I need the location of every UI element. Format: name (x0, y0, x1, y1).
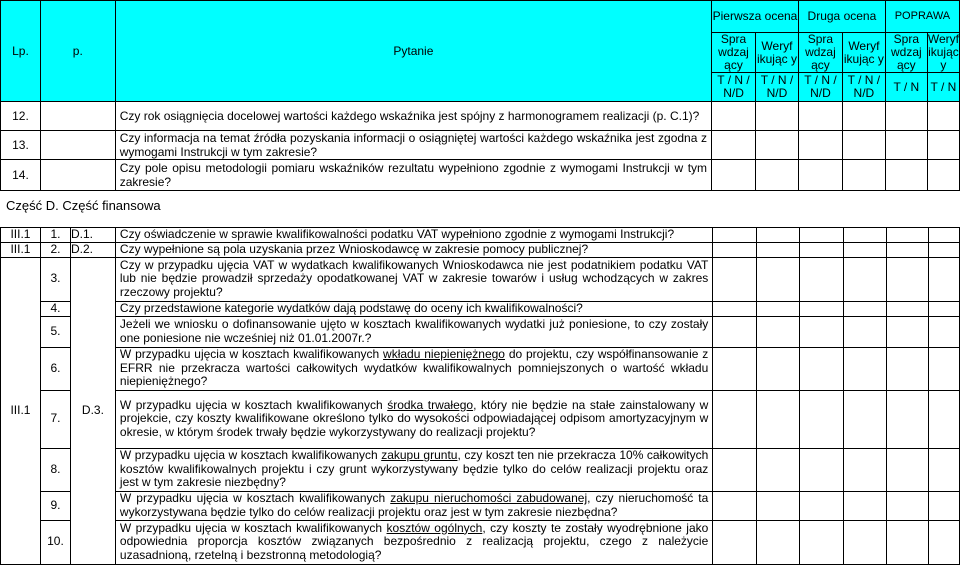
answer-cell[interactable] (928, 347, 959, 390)
header-sprawdzajacy-1: Spra wdzaj ący (712, 33, 756, 73)
row-lp: III.1 (1, 257, 41, 564)
answer-cell[interactable] (713, 316, 757, 347)
row-p: D.1. (70, 228, 115, 243)
answer-cell[interactable] (887, 491, 929, 520)
question-text-part: do projektu, czy współfinansowanie z EFRR nie przekracza wartości całkowitych wydatków kwalifikowalnych pomniejszonych o wartość wkładu niepieniężnego? (119, 347, 709, 389)
question-text: Czy w przypadku ujęcia VAT w wydatkach kwalifikowanych Wnioskodawca nie jest podatnikiem podatku VAT lub nie będzie prowadził sprzedaży opodatkowanej VAT w zakresie towarów i usług wchodzących w zakres rzeczowy projektu? (115, 257, 712, 301)
answer-cell[interactable] (928, 242, 959, 257)
question-text: Czy oświadczenie w sprawie kwalifikowalności podatku VAT wypełniono zgodnie z wymogami Instrukcji? (115, 228, 712, 243)
question-text-underlined: zakupu gruntu (381, 448, 458, 463)
header-tn-nd-3: T / N / N/D (798, 73, 842, 102)
criteria-table-finance (0, 227, 960, 565)
answer-cell[interactable] (712, 131, 756, 160)
header-weryfikujacy-3: Weryf ikując y (927, 32, 959, 72)
question-text-underlined: środka trwałego (387, 397, 474, 412)
question-text-part: W przypadku ujęcia w kosztach kwalifikowanych (119, 347, 384, 362)
row-number: 6. (40, 347, 70, 390)
answer-cell[interactable] (928, 228, 959, 243)
answer-cell[interactable] (887, 316, 929, 347)
answer-cell[interactable] (844, 301, 887, 316)
answer-cell[interactable] (844, 242, 887, 257)
answer-cell[interactable] (800, 390, 844, 448)
answer-cell[interactable] (757, 347, 800, 390)
answer-cell[interactable] (800, 242, 844, 257)
header-tn-nd-4: T / N / N/D (842, 73, 885, 102)
answer-cell[interactable] (713, 228, 757, 243)
question-text-part: W przypadku ujęcia w kosztach kwalifikowanych (119, 448, 382, 463)
row-p: D.2. (70, 242, 115, 257)
answer-cell[interactable] (757, 257, 800, 301)
header-druga-ocena: Druga ocena (798, 1, 885, 33)
answer-cell[interactable] (713, 347, 757, 390)
answer-cell[interactable] (928, 316, 959, 347)
section-title-part-d: Część D. Część finansowa (6, 198, 161, 213)
answer-cell[interactable] (928, 301, 959, 316)
answer-cell[interactable] (887, 242, 929, 257)
answer-cell[interactable] (757, 390, 800, 448)
answer-cell[interactable] (928, 520, 959, 564)
question-text-part: , czy koszt ten nie przekracza 10% całkowitych kosztów kwalifikowalnych projektu i czy grunt wykorzystywany będzie tylko do celów realizacji projektu oraz jest w tym zakresie niezbędny? (119, 448, 709, 490)
header-lp: Lp. (1, 1, 41, 102)
header-tn-1: T / N (885, 73, 927, 102)
header-p: p. (40, 1, 115, 102)
answer-cell[interactable] (887, 347, 929, 390)
answer-cell[interactable] (844, 257, 887, 301)
row-number: 3. (40, 257, 70, 301)
row-number: 8. (40, 448, 70, 491)
answer-cell[interactable] (927, 102, 959, 131)
answer-cell[interactable] (757, 242, 800, 257)
question-text-part: W przypadku ujęcia w kosztach kwalifikowanych (119, 397, 388, 412)
question-text-part: , czy nieruchomość ta wykorzystywana będzie tylko do celów realizacji projektu oraz jest w tym zakresie niezbędna? (119, 491, 709, 519)
answer-cell[interactable] (887, 390, 929, 448)
question-text-part: , który nie będzie na stałe zainstalowany w projekcie, czy koszty kwalifikowane określono tylko do wysokości odpowiadającej odpisom amortyzacyjnym w okresie, w którym środek trwały będzie wykorzystywany do realizacji projektu? (119, 397, 709, 439)
answer-cell[interactable] (842, 131, 885, 160)
question-text: Czy pole opisu metodologii pomiaru wskaźników rezultatu wypełniono zgodnie z wymogami Instrukcji w tym zakresie? (115, 160, 711, 191)
answer-cell[interactable] (800, 448, 844, 491)
question-text-underlined: zakupu nieruchomości zabudowanej (390, 491, 588, 505)
row-number: 4. (40, 301, 70, 316)
row-lp: III.1 (1, 228, 41, 243)
answer-cell[interactable] (713, 257, 757, 301)
answer-cell[interactable] (928, 448, 959, 491)
answer-cell[interactable] (756, 102, 799, 131)
answer-cell[interactable] (798, 131, 842, 160)
question-text (115, 347, 712, 390)
header-tn-2: T / N (927, 73, 959, 102)
answer-cell[interactable] (887, 257, 929, 301)
question-text: Czy informacja na temat źródła pozyskania informacji o osiągniętej wartości każdego wskaźnika jest zgodna z wymogami Instrukcji w tym zakresie? (115, 131, 711, 160)
answer-cell[interactable] (757, 491, 800, 520)
answer-cell[interactable] (713, 491, 757, 520)
header-poprawa: POPRAWA (885, 1, 959, 33)
answer-cell[interactable] (844, 228, 887, 243)
answer-cell[interactable] (713, 390, 757, 448)
question-number: 12. (1, 102, 41, 131)
answer-cell[interactable] (844, 491, 887, 520)
header-tn-nd-1: T / N / N/D (712, 73, 756, 102)
answer-cell[interactable] (844, 448, 887, 491)
answer-cell[interactable] (842, 160, 885, 191)
answer-cell[interactable] (757, 301, 800, 316)
question-text-underlined: kosztów ogólnych (386, 520, 483, 535)
question-number: 13. (1, 131, 41, 160)
answer-cell[interactable] (885, 131, 927, 160)
answer-cell[interactable] (887, 228, 929, 243)
header-weryfikujacy-1: Weryf ikując y (756, 33, 799, 73)
header-weryfikujacy-2: Weryf ikując y (842, 33, 885, 73)
question-number: 14. (1, 160, 41, 191)
answer-cell[interactable] (844, 520, 887, 564)
answer-cell[interactable] (757, 448, 800, 491)
question-text: Czy przedstawione kategorie wydatków dają podstawę do oceny ich kwalifikowalności? (115, 301, 712, 316)
row-number: 2. (40, 242, 70, 257)
row-lp: III.1 (1, 242, 41, 257)
row-number: 5. (40, 316, 70, 347)
answer-cell[interactable] (800, 316, 844, 347)
question-text (115, 520, 712, 564)
header-sprawdzajacy-2: Spra wdzaj ący (798, 33, 842, 73)
answer-cell[interactable] (798, 160, 842, 191)
answer-cell[interactable] (800, 301, 844, 316)
answer-cell[interactable] (928, 390, 959, 448)
question-text-part: , czy koszty te zostały wyodrębnione jako odpowiednia proporcja kosztów związanych bezpośrednio z realizacją projektu, czego z należycie uzasadnioną, rzetelną i bezstronną metodologią? (119, 520, 709, 562)
header-tn-nd-2: T / N / N/D (756, 73, 799, 102)
answer-cell[interactable] (800, 520, 844, 564)
header-pierwsza-ocena: Pierwsza ocena (712, 1, 799, 33)
answer-cell[interactable] (713, 520, 757, 564)
answer-cell[interactable] (885, 160, 927, 191)
answer-cell[interactable] (712, 102, 756, 131)
row-p: D.3. (70, 257, 115, 564)
answer-cell[interactable] (927, 160, 959, 191)
answer-cell[interactable] (800, 347, 844, 390)
question-text-part: W przypadku ujęcia w kosztach kwalifikowanych (119, 520, 387, 535)
header-sprawdzajacy-3: Spra wdzaj ący (885, 33, 927, 73)
row-number: 9. (40, 491, 70, 520)
answer-cell[interactable] (928, 491, 959, 520)
answer-cell[interactable] (713, 448, 757, 491)
question-text (115, 491, 712, 520)
row-number: 1. (40, 228, 70, 243)
question-text: Czy wypełnione są pola uzyskania przez Wnioskodawcę w zakresie pomocy publicznej? (115, 242, 712, 257)
answer-cell[interactable] (798, 102, 842, 131)
answer-cell[interactable] (887, 448, 929, 491)
answer-cell[interactable] (800, 228, 844, 243)
row-number: 7. (40, 390, 70, 448)
answer-cell[interactable] (887, 301, 929, 316)
answer-cell[interactable] (756, 131, 799, 160)
question-text-underlined: wkładu niepieniężnego (383, 347, 505, 362)
answer-cell[interactable] (800, 491, 844, 520)
answer-cell[interactable] (713, 301, 757, 316)
answer-cell[interactable] (844, 316, 887, 347)
answer-cell[interactable] (885, 102, 927, 131)
question-text (115, 390, 712, 448)
header-pytanie: Pytanie (115, 1, 711, 102)
answer-cell[interactable] (757, 228, 800, 243)
answer-cell[interactable] (927, 131, 959, 160)
answer-cell[interactable] (887, 520, 929, 564)
question-text: Czy rok osiągnięcia docelowej wartości każdego wskaźnika jest spójny z harmonogramem realizacji (p. C.1)? (115, 102, 711, 131)
question-text (115, 448, 712, 491)
answer-cell[interactable] (844, 390, 887, 448)
answer-cell[interactable] (800, 257, 844, 301)
criteria-table-top (0, 0, 960, 191)
answer-cell[interactable] (928, 257, 959, 301)
question-text-part: W przypadku ujęcia w kosztach kwalifikowanych (119, 491, 391, 505)
answer-cell[interactable] (756, 160, 799, 191)
answer-cell[interactable] (713, 242, 757, 257)
answer-cell[interactable] (757, 316, 800, 347)
answer-cell[interactable] (712, 160, 756, 191)
question-text: Jeżeli we wniosku o dofinansowanie ujęto w kosztach kwalifikowanych wydatki już poniesione, to czy zostały one poniesione nie wcześniej niż 01.01.2007r.? (115, 316, 712, 347)
answer-cell[interactable] (757, 520, 800, 564)
row-number: 10. (40, 520, 70, 564)
answer-cell[interactable] (844, 347, 887, 390)
answer-cell[interactable] (842, 102, 885, 131)
